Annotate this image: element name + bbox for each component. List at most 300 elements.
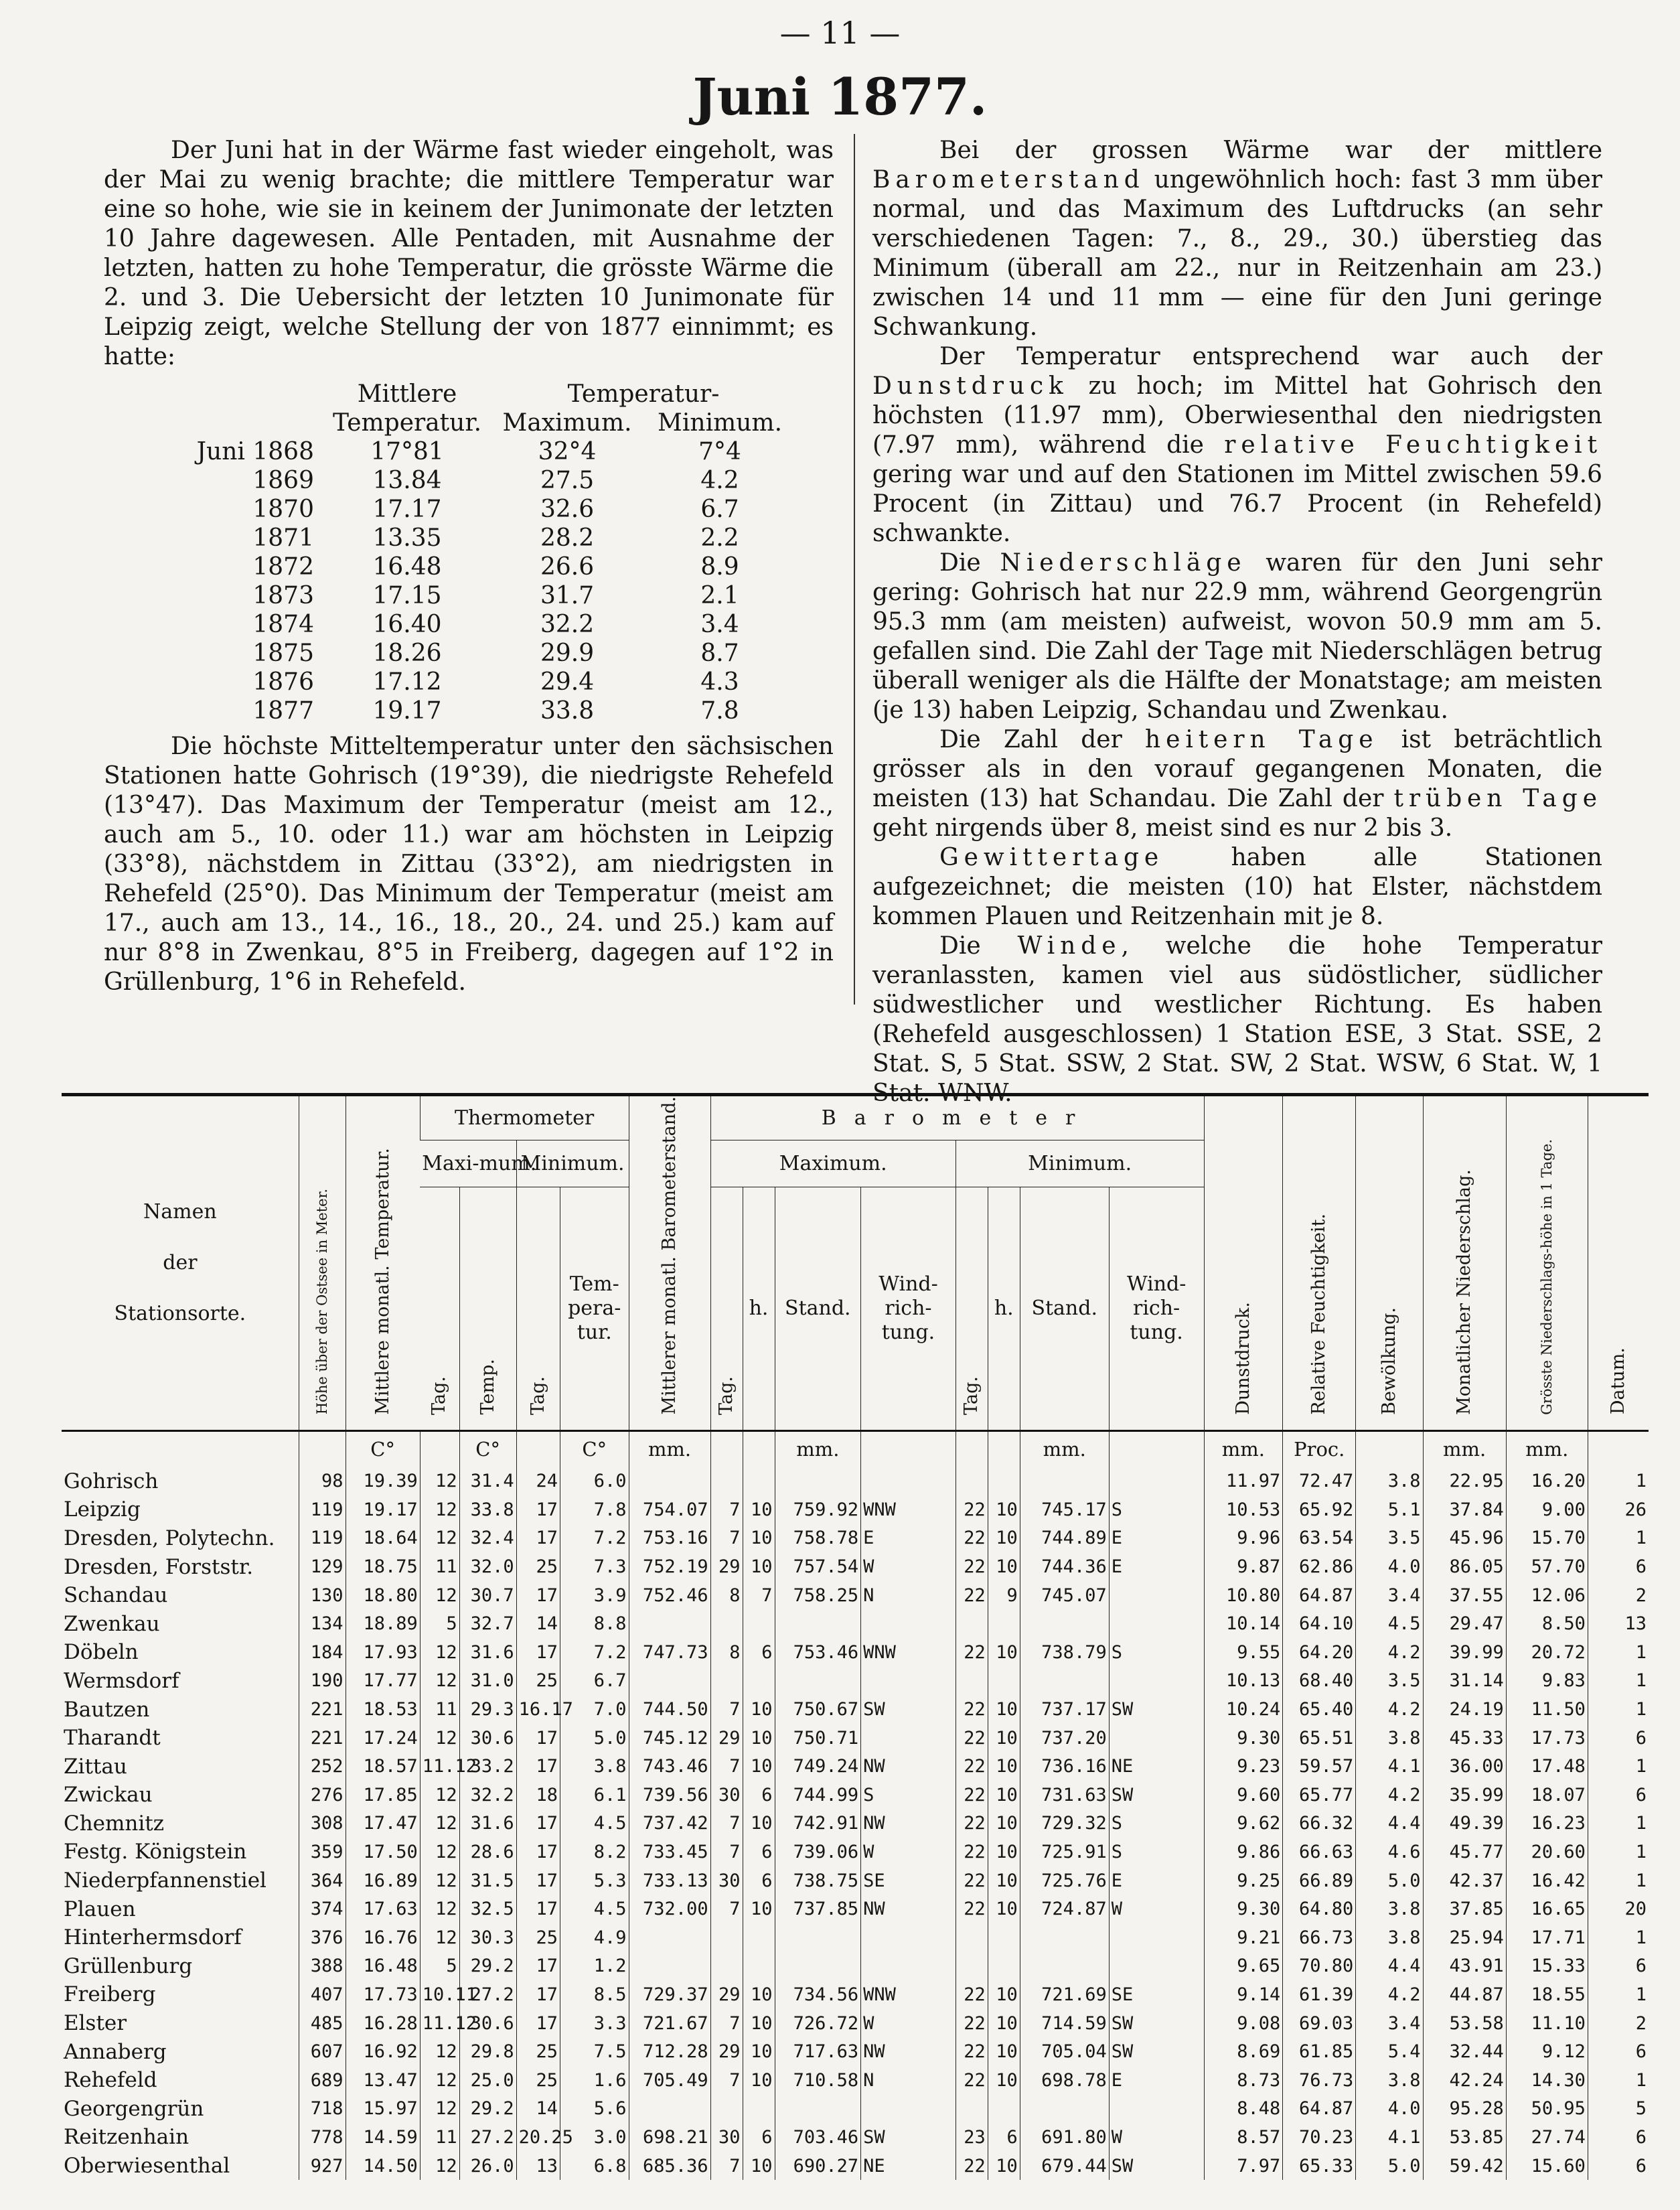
cell-maxt: 32.7 xyxy=(459,1609,516,1638)
cell-dd: 9.30 xyxy=(1204,1895,1283,1923)
row-mittel: 16.48 xyxy=(372,553,442,581)
cell-bminw: W xyxy=(1109,1895,1204,1923)
row-mittel: 19.17 xyxy=(372,697,442,725)
cell-bmaxtag: 30 xyxy=(710,1866,743,1895)
cell-bminh xyxy=(988,1609,1020,1638)
temperature-row xyxy=(104,552,796,581)
cell-mintag: 17 xyxy=(516,1752,560,1781)
cell-rf: 65.40 xyxy=(1283,1695,1356,1724)
cell-bmintag: 22 xyxy=(956,1524,988,1553)
cell-ns: 45.96 xyxy=(1423,1524,1506,1553)
cell-bmaxh: 10 xyxy=(743,1524,775,1553)
header-mittlere-temperatur-text: Mittlere monatl. Temperatur. xyxy=(372,1147,393,1415)
cell-maxt: 32.2 xyxy=(459,1781,516,1810)
cell-h: 184 xyxy=(299,1638,346,1667)
unit-cell xyxy=(743,1431,775,1467)
cell-bmaxtag: 7 xyxy=(710,1895,743,1923)
cell-maxtag: 12 xyxy=(420,1838,459,1866)
cell-bmax: 750.71 xyxy=(775,1724,861,1753)
cell-mt: 13.47 xyxy=(346,2066,420,2095)
text: Die xyxy=(939,932,1018,960)
cell-maxt: 31.6 xyxy=(459,1638,516,1667)
cell-ns: 45.33 xyxy=(1423,1724,1506,1753)
cell-h: 221 xyxy=(299,1724,346,1753)
cell-mintag: 14 xyxy=(516,2095,560,2124)
cell-name: Schandau xyxy=(64,1583,168,1608)
cell-rf: 66.63 xyxy=(1283,1838,1356,1866)
cell-bminw: W xyxy=(1109,2123,1204,2152)
cell-h: 364 xyxy=(299,1866,346,1895)
cell-rf: 66.32 xyxy=(1283,1810,1356,1838)
row-min: 2.1 xyxy=(700,582,739,609)
cell-rf: 64.87 xyxy=(1283,2095,1356,2124)
table-row xyxy=(62,1810,1649,1838)
cell-bmaxw: NW xyxy=(861,1895,956,1923)
cell-bmaxh: 10 xyxy=(743,1495,775,1524)
header-niederschlag xyxy=(1423,1095,1506,1431)
unit-cell xyxy=(956,1431,988,1467)
unit-cell xyxy=(420,1431,459,1467)
cell-gn: 9.83 xyxy=(1506,1667,1588,1696)
table-row xyxy=(62,1524,1649,1553)
cell-bmaxh: 10 xyxy=(743,2037,775,2066)
cell-mintag: 17 xyxy=(516,1724,560,1753)
cell-h: 359 xyxy=(299,1838,346,1866)
header-baro-min-wind: Wind-rich-tung. xyxy=(1109,1187,1204,1431)
cell-mintag: 17 xyxy=(516,1866,560,1895)
cell-maxtag: 12 xyxy=(420,1495,459,1524)
cell-bminw: SW xyxy=(1109,2037,1204,2066)
header-thermo-maximum: Maxi-mum. xyxy=(420,1140,516,1187)
cell-ns: 37.85 xyxy=(1423,1895,1506,1923)
cell-name: Gohrisch xyxy=(64,1469,159,1493)
right-paragraph-winde xyxy=(872,932,1602,1108)
row-year: 1877 xyxy=(252,697,314,725)
cell-dat: 26 xyxy=(1588,1495,1649,1524)
cell-mb: 712.28 xyxy=(629,2037,710,2066)
cell-bminw xyxy=(1109,1581,1204,1610)
cell-mt: 18.80 xyxy=(346,1581,420,1610)
cell-maxt: 32.0 xyxy=(459,1552,516,1581)
cell-bminw: SW xyxy=(1109,2009,1204,2038)
row-min: 6.7 xyxy=(700,496,739,523)
text-spaced: Niederschläge xyxy=(1000,549,1247,577)
header-namen: Namen xyxy=(143,1200,217,1224)
cell-name: Hinterhermsdorf xyxy=(64,1925,242,1950)
cell-maxt: 26.0 xyxy=(459,2152,516,2181)
cell-mb: 747.73 xyxy=(629,1638,710,1667)
cell-rf: 68.40 xyxy=(1283,1667,1356,1696)
cell-rf: 64.20 xyxy=(1283,1638,1356,1667)
cell-bmaxh: 10 xyxy=(743,1724,775,1753)
cell-bmax xyxy=(775,1467,861,1495)
cell-name: Elster xyxy=(64,2011,127,2036)
row-max: 32.2 xyxy=(540,611,595,638)
cell-dd: 8.69 xyxy=(1204,2037,1283,2066)
cell-maxtag: 11 xyxy=(420,1695,459,1724)
unit-baro: mm. xyxy=(629,1431,710,1467)
cell-mintag: 17 xyxy=(516,1980,560,2009)
cell-dat: 6 xyxy=(1588,1552,1649,1581)
cell-bminh: 10 xyxy=(988,2009,1020,2038)
cell-bmintag: 22 xyxy=(956,1552,988,1581)
cell-dat: 2 xyxy=(1588,2009,1649,2038)
cell-bw: 4.6 xyxy=(1356,1838,1423,1866)
cell-mb xyxy=(629,2095,710,2124)
cell-mint: 8.8 xyxy=(560,1609,629,1638)
cell-dd: 9.23 xyxy=(1204,1752,1283,1781)
table-row xyxy=(62,1695,1649,1724)
table-row xyxy=(62,2066,1649,2095)
cell-maxtag: 12 xyxy=(420,1781,459,1810)
cell-mint: 5.0 xyxy=(560,1724,629,1753)
cell-mintag: 14 xyxy=(516,1609,560,1638)
cell-bmin: 724.87 xyxy=(1020,1895,1109,1923)
cell-mint: 3.0 xyxy=(560,2123,629,2152)
cell-bw: 5.4 xyxy=(1356,2037,1423,2066)
cell-bw: 5.1 xyxy=(1356,1495,1423,1524)
cell-dd: 9.87 xyxy=(1204,1552,1283,1581)
cell-maxtag: 11.12 xyxy=(420,2009,459,2038)
cell-mt: 14.59 xyxy=(346,2123,420,2152)
cell-bmaxw xyxy=(861,1609,956,1638)
cell-maxt: 30.7 xyxy=(459,1581,516,1610)
cell-bminh xyxy=(988,2095,1020,2124)
cell-ns: 53.85 xyxy=(1423,2123,1506,2152)
cell-bmaxh: 6 xyxy=(743,1866,775,1895)
cell-bmax: 738.75 xyxy=(775,1866,861,1895)
cell-rf: 64.87 xyxy=(1283,1581,1356,1610)
cell-gn: 11.10 xyxy=(1506,2009,1588,2038)
cell-bmaxh: 10 xyxy=(743,2152,775,2181)
cell-bw: 4.0 xyxy=(1356,1552,1423,1581)
cell-bmintag: 22 xyxy=(956,1838,988,1866)
cell-maxtag: 12 xyxy=(420,1810,459,1838)
row-max: 32.6 xyxy=(540,496,595,523)
cell-ns: 37.84 xyxy=(1423,1495,1506,1524)
table-row xyxy=(62,1552,1649,1581)
cell-mt: 17.73 xyxy=(346,1980,420,2009)
row-min: 4.3 xyxy=(700,668,739,696)
cell-bw: 5.0 xyxy=(1356,1866,1423,1895)
left-paragraph-1: Der Juni hat in der Wärme fast wieder eingeholt, was der Mai zu wenig brachte; die mittlere Temperatur war eine so hohe, wie sie in keinem der Junimonate der letzten 10 Jahre dagewesen. Alle Pentaden, mit Ausnahme der letzten, hatten zu hohe Temperatur, die grösste Wärme die 2. und 3. Die Uebersicht der letzten 10 Junimonate für Leipzig zeigt, welche Stellung der von 1877 einnimmt; es hatte: xyxy=(104,137,834,370)
cell-maxt: 30.6 xyxy=(459,2009,516,2038)
header-mittlere-temperatur: Temperatur. xyxy=(333,409,482,437)
cell-bminh: 10 xyxy=(988,1895,1020,1923)
cell-h: 119 xyxy=(299,1495,346,1524)
cell-bmax: 742.91 xyxy=(775,1810,861,1838)
cell-bminh: 10 xyxy=(988,1695,1020,1724)
cell-bmax: 758.25 xyxy=(775,1581,861,1610)
cell-bw: 3.8 xyxy=(1356,2066,1423,2095)
cell-bmax: 690.27 xyxy=(775,2152,861,2181)
cell-gn: 9.12 xyxy=(1506,2037,1588,2066)
cell-bmaxw: S xyxy=(861,1781,956,1810)
cell-mint: 4.5 xyxy=(560,1895,629,1923)
cell-name: Georgengrün xyxy=(64,2096,204,2121)
cell-gn: 15.33 xyxy=(1506,1952,1588,1981)
text-spaced: heitern Tage xyxy=(1145,726,1379,753)
cell-ns: 43.91 xyxy=(1423,1952,1506,1981)
cell-bmaxh xyxy=(743,1923,775,1952)
cell-maxt: 27.2 xyxy=(459,1980,516,2009)
cell-mt: 17.77 xyxy=(346,1667,420,1696)
cell-mt: 17.47 xyxy=(346,1810,420,1838)
cell-mint: 6.7 xyxy=(560,1667,629,1696)
cell-mb xyxy=(629,1952,710,1981)
cell-mt: 16.28 xyxy=(346,2009,420,2038)
cell-mb: 732.00 xyxy=(629,1895,710,1923)
cell-bminw: S xyxy=(1109,1810,1204,1838)
header-temperatur: Temperatur- xyxy=(567,380,720,408)
cell-mb: 721.67 xyxy=(629,2009,710,2038)
cell-bmintag: 22 xyxy=(956,1695,988,1724)
cell-mb: 743.46 xyxy=(629,1752,710,1781)
row-year: 1876 xyxy=(252,668,314,696)
unit-niederschlag: mm. xyxy=(1423,1431,1506,1467)
cell-dd: 9.08 xyxy=(1204,2009,1283,2038)
cell-maxtag: 5 xyxy=(420,1609,459,1638)
temperature-row xyxy=(104,524,796,552)
cell-bminh: 10 xyxy=(988,1781,1020,1810)
cell-name: Tharandt xyxy=(64,1726,161,1751)
header-thermo-minimum: Minimum. xyxy=(516,1140,629,1187)
unit-cell xyxy=(516,1431,560,1467)
cell-maxt: 32.4 xyxy=(459,1524,516,1553)
cell-name: Reitzenhain xyxy=(64,2125,189,2150)
cell-bminw xyxy=(1109,1609,1204,1638)
cell-h: 407 xyxy=(299,1980,346,2009)
cell-bmin: 737.20 xyxy=(1020,1724,1109,1753)
cell-dat: 1 xyxy=(1588,1695,1649,1724)
unit-cell xyxy=(1356,1431,1423,1467)
cell-dd: 9.25 xyxy=(1204,1866,1283,1895)
row-year: 1872 xyxy=(252,553,314,581)
cell-bminh: 10 xyxy=(988,1838,1020,1866)
cell-rf: 64.80 xyxy=(1283,1895,1356,1923)
row-min: 7.8 xyxy=(700,697,739,725)
cell-gn: 18.07 xyxy=(1506,1781,1588,1810)
cell-bmaxtag: 7 xyxy=(710,1810,743,1838)
header-dunstdruck xyxy=(1204,1095,1283,1431)
cell-bmintag: 22 xyxy=(956,1581,988,1610)
cell-mt: 17.85 xyxy=(346,1781,420,1810)
row-max: 31.7 xyxy=(540,582,595,609)
cell-bmaxh xyxy=(743,1952,775,1981)
cell-bmintag xyxy=(956,1667,988,1696)
cell-bmaxtag xyxy=(710,1467,743,1495)
cell-bmaxh xyxy=(743,1467,775,1495)
cell-bmaxtag xyxy=(710,1923,743,1952)
row-min: 2.2 xyxy=(700,524,739,552)
header-mittlere-temperatur xyxy=(346,1095,420,1431)
column-divider xyxy=(854,134,855,1005)
cell-mint: 7.2 xyxy=(560,1524,629,1553)
cell-bmaxh: 10 xyxy=(743,1552,775,1581)
cell-dat: 1 xyxy=(1588,1524,1649,1553)
cell-ns: 49.39 xyxy=(1423,1810,1506,1838)
cell-h: 98 xyxy=(299,1467,346,1495)
cell-bw: 4.1 xyxy=(1356,2123,1423,2152)
header-baro-min-h: h. xyxy=(988,1187,1020,1431)
cell-maxt: 31.6 xyxy=(459,1810,516,1838)
cell-bminw: NE xyxy=(1109,1752,1204,1781)
cell-bw: 3.8 xyxy=(1356,1467,1423,1495)
table-row xyxy=(62,1838,1649,1866)
cell-bmin: 736.16 xyxy=(1020,1752,1109,1781)
cell-mt: 17.93 xyxy=(346,1638,420,1667)
cell-gn: 14.30 xyxy=(1506,2066,1588,2095)
cell-rf: 72.47 xyxy=(1283,1467,1356,1495)
cell-bmaxw xyxy=(861,1952,956,1981)
header-bewoelkung xyxy=(1356,1095,1423,1431)
cell-maxt: 33.2 xyxy=(459,1752,516,1781)
cell-bminw: E xyxy=(1109,2066,1204,2095)
cell-gn: 16.20 xyxy=(1506,1467,1588,1495)
cell-gn: 57.70 xyxy=(1506,1552,1588,1581)
cell-mb: 729.37 xyxy=(629,1980,710,2009)
cell-bminw: E xyxy=(1109,1552,1204,1581)
row-min: 4.2 xyxy=(700,467,739,494)
cell-mint: 7.3 xyxy=(560,1552,629,1581)
cell-mint: 5.3 xyxy=(560,1866,629,1895)
cell-rf: 65.33 xyxy=(1283,2152,1356,2181)
text-spaced: relative Feuchtigkeit xyxy=(1224,431,1602,459)
cell-mt: 18.75 xyxy=(346,1552,420,1581)
cell-h: 134 xyxy=(299,1609,346,1638)
row-year: 1873 xyxy=(252,582,314,609)
cell-name: Chemnitz xyxy=(64,1811,165,1836)
cell-maxt: 29.3 xyxy=(459,1695,516,1724)
cell-bmaxw: SW xyxy=(861,1695,956,1724)
cell-mt: 15.97 xyxy=(346,2095,420,2124)
cell-mint: 6.0 xyxy=(560,1467,629,1495)
cell-h: 689 xyxy=(299,2066,346,2095)
unit-cell xyxy=(988,1431,1020,1467)
cell-maxtag: 12 xyxy=(420,2095,459,2124)
cell-bmin: 679.44 xyxy=(1020,2152,1109,2181)
cell-bmin xyxy=(1020,2095,1109,2124)
cell-bmax: 734.56 xyxy=(775,1980,861,2009)
cell-ns: 53.58 xyxy=(1423,2009,1506,2038)
unit-cell xyxy=(710,1431,743,1467)
cell-ns: 59.42 xyxy=(1423,2152,1506,2181)
temperature-row xyxy=(104,639,796,668)
cell-mt: 17.50 xyxy=(346,1838,420,1866)
cell-mint: 7.2 xyxy=(560,1638,629,1667)
cell-mintag: 17 xyxy=(516,2009,560,2038)
table-row xyxy=(62,1980,1649,2009)
cell-bw: 3.8 xyxy=(1356,1895,1423,1923)
table-row xyxy=(62,2095,1649,2124)
cell-bmintag: 22 xyxy=(956,2037,988,2066)
cell-bmax: 717.63 xyxy=(775,2037,861,2066)
cell-dd: 10.53 xyxy=(1204,1495,1283,1524)
cell-mint: 4.9 xyxy=(560,1923,629,1952)
header-thermometer: Thermometer xyxy=(420,1095,629,1140)
cell-bmaxw: W xyxy=(861,1552,956,1581)
cell-bminh: 10 xyxy=(988,1552,1020,1581)
row-year: 1874 xyxy=(252,611,314,638)
text: , welche die hohe Temperatur veranlassten, kamen viel aus südöstlicher, südlicher südwestlicher und westlicher Richtung. Es haben (Rehefeld ausgeschlossen) 1 Station ESE, 3 Stat. SSE, 2 Stat. S, 5 Stat. SSW, 2 Stat. SW, 2 Stat. WSW, 6 Stat. W, 1 Stat. WNW. xyxy=(872,932,1603,1107)
cell-bmintag: 22 xyxy=(956,1495,988,1524)
cell-gn: 17.73 xyxy=(1506,1724,1588,1753)
right-paragraph-gewitter xyxy=(872,843,1602,932)
cell-mintag: 20.25 xyxy=(516,2123,560,2152)
cell-mt: 17.24 xyxy=(346,1724,420,1753)
cell-bmaxw xyxy=(861,1467,956,1495)
header-hoehe xyxy=(299,1095,346,1431)
cell-bminh: 10 xyxy=(988,1724,1020,1753)
cell-ns: 42.37 xyxy=(1423,1866,1506,1895)
cell-bmaxh: 6 xyxy=(743,1838,775,1866)
cell-h: 607 xyxy=(299,2037,346,2066)
cell-mint: 6.8 xyxy=(560,2152,629,2181)
page-title: Juni 1877. xyxy=(692,67,988,127)
cell-mintag: 25 xyxy=(516,2037,560,2066)
table-row xyxy=(62,2009,1649,2038)
cell-bmin: 714.59 xyxy=(1020,2009,1109,2038)
cell-mt: 16.89 xyxy=(346,1866,420,1895)
cell-bminw: E xyxy=(1109,1866,1204,1895)
cell-mt: 18.53 xyxy=(346,1695,420,1724)
cell-mint: 6.1 xyxy=(560,1781,629,1810)
right-paragraph-niederschlaege xyxy=(872,548,1602,725)
cell-h: 190 xyxy=(299,1667,346,1696)
cell-name: Wermsdorf xyxy=(64,1668,179,1693)
cell-dat: 6 xyxy=(1588,1781,1649,1810)
cell-bw: 4.4 xyxy=(1356,1952,1423,1981)
unit-dunst: mm. xyxy=(1204,1431,1283,1467)
header-temp-text: Temp. xyxy=(477,1359,498,1415)
cell-maxtag: 12 xyxy=(420,2152,459,2181)
cell-bminw: E xyxy=(1109,1524,1204,1553)
cell-bmax: 757.54 xyxy=(775,1552,861,1581)
row-mittel: 17.15 xyxy=(372,582,442,609)
text-spaced: Barometerstand xyxy=(872,166,1145,194)
header-baro-minimum: Minimum. xyxy=(956,1140,1204,1187)
cell-bmaxh xyxy=(743,2095,775,2124)
cell-mintag: 17 xyxy=(516,1810,560,1838)
cell-bmintag xyxy=(956,1467,988,1495)
cell-bmaxtag: 7 xyxy=(710,1752,743,1781)
cell-bminh xyxy=(988,1923,1020,1952)
text: gering war und auf den Stationen im Mittel zwischen 59.6 Procent (in Zittau) und 76.7 Procent (in Rehefeld) schwankte. xyxy=(872,461,1602,547)
table-row xyxy=(62,2123,1649,2152)
cell-rf: 61.85 xyxy=(1283,2037,1356,2066)
cell-maxtag: 12 xyxy=(420,2066,459,2095)
cell-bmax: 744.99 xyxy=(775,1781,861,1810)
cell-dd: 10.80 xyxy=(1204,1581,1283,1610)
cell-bmaxtag: 30 xyxy=(710,1781,743,1810)
cell-bmaxtag: 8 xyxy=(710,1581,743,1610)
cell-name: Dresden, Polytechn. xyxy=(64,1526,275,1550)
cell-bmintag: 22 xyxy=(956,2152,988,2181)
cell-gn: 8.50 xyxy=(1506,1609,1588,1638)
cell-dd: 8.73 xyxy=(1204,2066,1283,2095)
cell-bw: 5.0 xyxy=(1356,2152,1423,2181)
cell-dat: 1 xyxy=(1588,1638,1649,1667)
text: ungewöhnlich hoch: fast 3 mm über normal, und das Maximum des Luftdrucks (an sehr verschiedenen Tagen: 7., 8., 29., 30.) überstieg das Minimum (überall am 22., nur in Reitzenhain am 23.) zwischen 14 und 11 mm — eine für den Juni geringe Schwankung. xyxy=(872,166,1602,341)
cell-rf: 70.80 xyxy=(1283,1952,1356,1981)
cell-name: Döbeln xyxy=(64,1640,139,1665)
cell-mintag: 13 xyxy=(516,2152,560,2181)
cell-mintag: 17 xyxy=(516,1495,560,1524)
cell-bw: 3.8 xyxy=(1356,1923,1423,1952)
left-paragraph-2: Die höchste Mitteltemperatur unter den sächsischen Stationen hatte Gohrisch (19°39), die niedrigste Rehefeld (13°47). Das Maximum der Temperatur (meist am 12., auch am 5., 10. oder 11.) war am höchsten in Leipzig (33°8), nächstdem in Zittau (33°2), am niedrigsten in Rehefeld (25°0). Das Minimum der Temperatur (meist am 17., auch am 13., 14., 16., 18., 20., 24. und 25.) kam auf nur 8°8 in Zwenkau, 8°5 in Freiberg, dagegen auf 1°2 in Grüllenburg, 1°6 in Rehefeld. xyxy=(104,733,834,996)
cell-dat: 5 xyxy=(1588,2095,1649,2124)
cell-mb: 744.50 xyxy=(629,1695,710,1724)
